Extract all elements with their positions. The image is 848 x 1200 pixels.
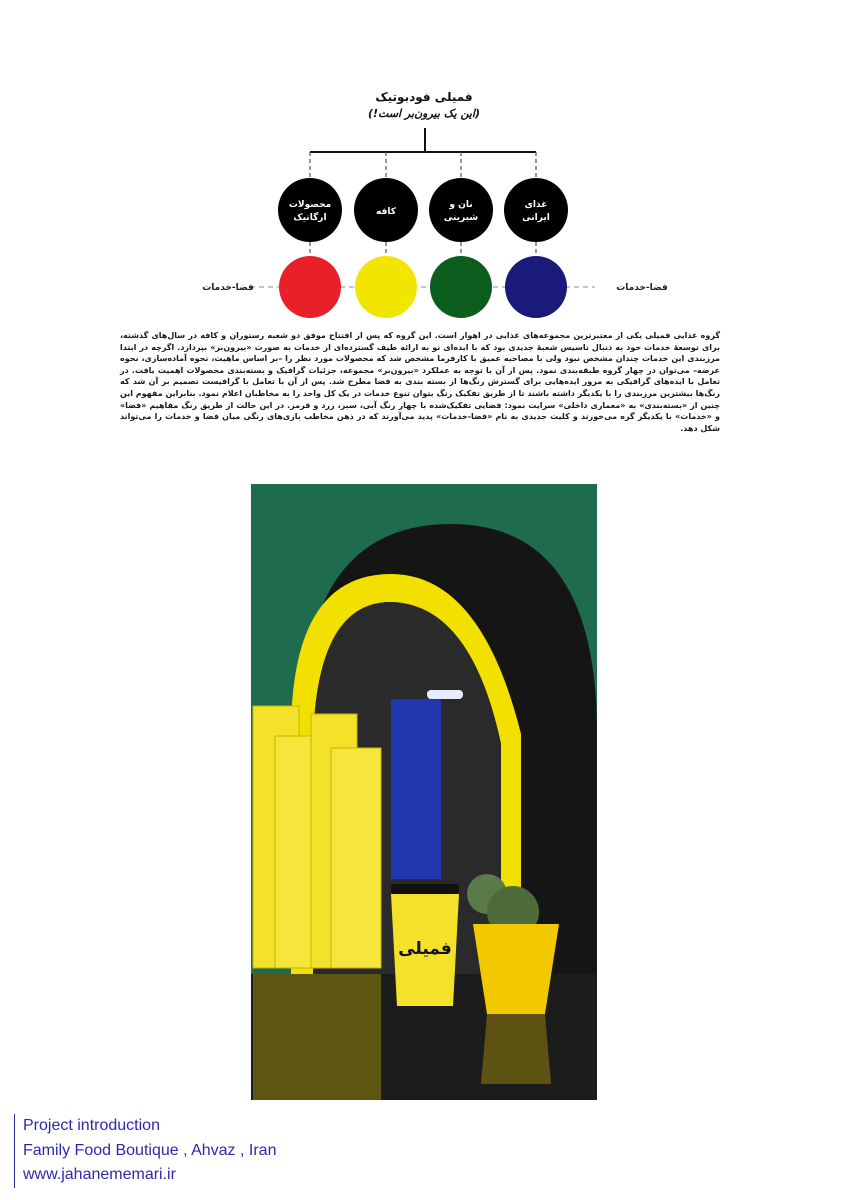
- title-line-1: فمیلی فودبوتیک: [375, 90, 473, 104]
- cup-lid: [391, 884, 459, 894]
- node-2-label-b: شیرینی: [443, 213, 479, 223]
- node-bread-pastry: [429, 178, 493, 242]
- node-4-label-b: ارگانیک: [293, 213, 327, 223]
- cup-brand-text: فمیلی: [398, 939, 452, 959]
- pot-reflection: [481, 1014, 551, 1084]
- space-circle-red: [279, 256, 341, 318]
- node-2-label-a: نان و: [449, 200, 473, 210]
- title-line-2: (این یک بیرون‌بر است!): [367, 107, 480, 120]
- node-1-label-a: غذای: [524, 200, 548, 210]
- stack-reflection: [253, 974, 381, 1100]
- side-label-left: فضا-خدمات: [202, 283, 254, 293]
- footer-website-link[interactable]: www.jahanememari.ir: [23, 1166, 176, 1183]
- ceiling-light: [427, 690, 463, 699]
- project-description: گروه غذایی فمیلی یکی از معتبرترین مجموعه‌های غذایی در اهواز است. این گروه که پس از افتتاح موفق دو شعبه رستوران و کافه در سال‌های گذشته، برای توسعهٔ خدمات خود به دنبال تاسیس شعبهٔ جدیدی بود که با ایده‌ای نو به ارائه طیف گسترده‌ای از خدمات به صورت «بیرون‌بر» بپردازد. اگرچه در ابتدا مرزبندی این خدمات چندان مشخص نبود ولی با مصاحبه عمیق با کارفرما مشخص شد که محصولات مورد نظر را –بر اساس ماهیت، نحوه آماده‌سازی، نحوه عرضه– می‌توان در چهار گروه طبقه‌بندی نمود. پس از آن با توجه به عملکرد «بیرون‌بر» مجموعه، جزئیات گرافیک و بسته‌بندی محصولات اهمیت یافت. در تعامل با ایده‌های گرافیکی به مرور ایده‌هایی برای گسترش رنگ‌ها از بسته بندی به فضا مطرح شد. پس از آن با تعامل با گرافیست تصمیم بر آن شد که رنگ‌ها بیشترین مرزبندی را با یکدیگر داشته باشند تا از طریق تفکیک رنگ بتوان تنوع خدمات در یک کل واحد را به مخاطبان اعلام نمود. بنابراین مفهوم این چنین از «بسته‌بندی» به «معماری داخلی» سرایت نمود: فضایی تفکیک‌شده با چهار رنگ آبی، سبز، زرد و قرمز. در این حالت از طریق رنگ مفاهیم «فضا» و «خدمات» با یکدیگر گره می‌خورند و کلیت جدیدی به نام «فضا-خدمات» پدید می‌آورند که در ذهن مخاطب بازی‌های رنگی میان فضا و خدمات را می‌تواند شکل دهد.: [120, 331, 720, 433]
- footer-line-1: Project introduction: [23, 1117, 160, 1134]
- color-diagram: [190, 128, 668, 328]
- side-label-right: فضا-خدمات: [616, 283, 668, 293]
- node-4-label-a: محصولات: [288, 200, 332, 210]
- node-3-label-a: کافه: [376, 207, 396, 217]
- footer-line-2: Family Food Boutique , Ahvaz , Iran: [23, 1141, 277, 1159]
- diagram-title: [224, 88, 624, 122]
- node-organic-products: [278, 178, 342, 242]
- space-circle-green: [430, 256, 492, 318]
- node-iranian-food: [504, 178, 568, 242]
- blue-light: [391, 699, 441, 879]
- node-1-label-b: ایرانی: [522, 213, 550, 223]
- cactus-pot: [473, 924, 559, 1014]
- photo-illustration: [251, 484, 597, 1100]
- footer-info: [14, 1114, 276, 1188]
- project-photo: [251, 484, 597, 1100]
- space-circle-blue: [505, 256, 567, 318]
- space-circle-yellow: [355, 256, 417, 318]
